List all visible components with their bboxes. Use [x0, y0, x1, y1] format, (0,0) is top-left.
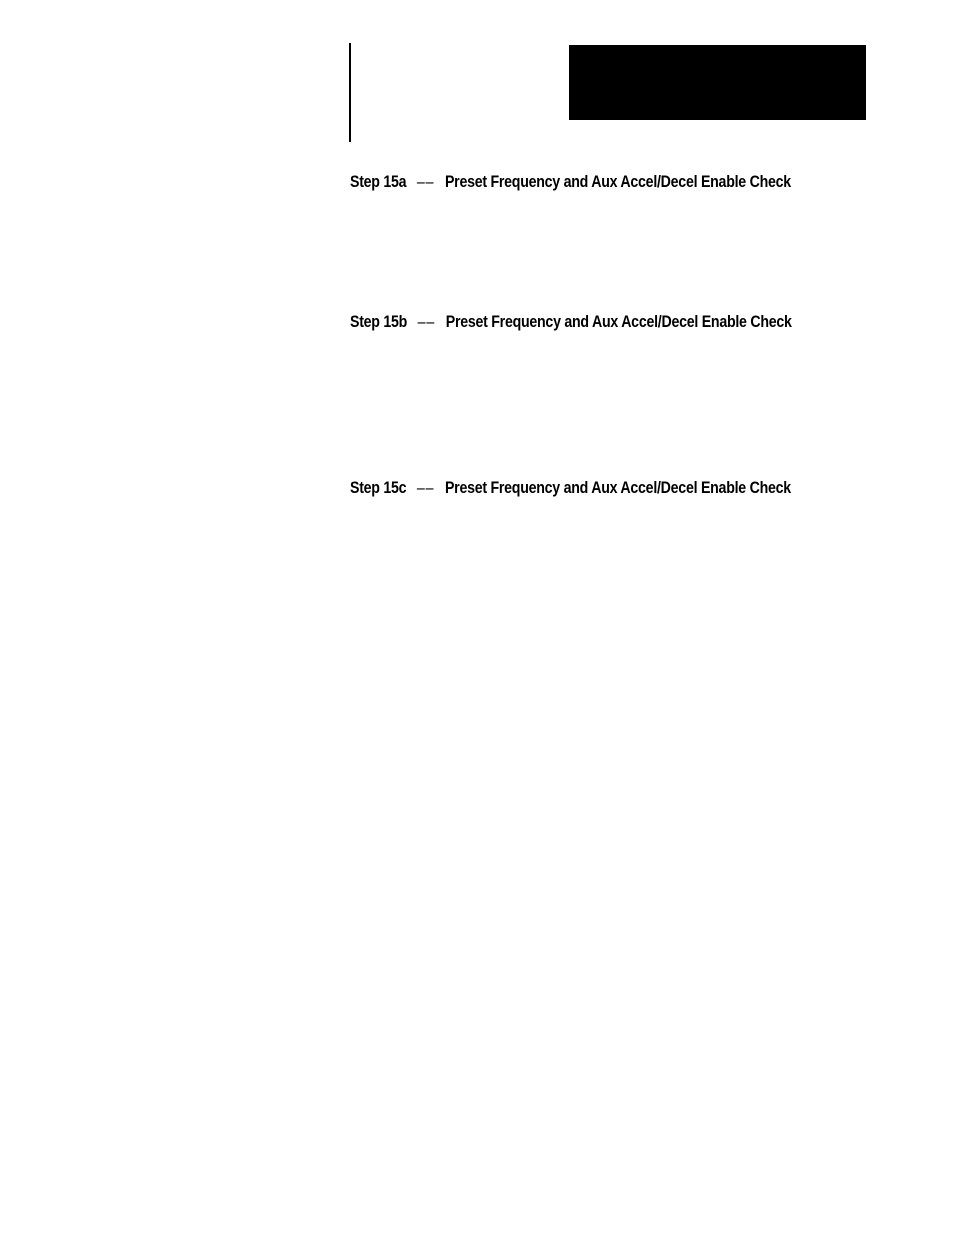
header-vertical-rule: [349, 43, 351, 142]
step-label: Step 15b: [350, 313, 408, 331]
step-separator: ––: [416, 173, 435, 191]
step-separator: ––: [416, 479, 435, 497]
step-label: Step 15a: [350, 173, 407, 191]
step-title: Preset Frequency and Aux Accel/Decel Enable Check: [444, 479, 791, 497]
step-title: Preset Frequency and Aux Accel/Decel Enable Check: [445, 313, 792, 331]
step-heading-15c: [350, 478, 791, 498]
header-black-block: [569, 45, 866, 120]
step-separator: ––: [417, 313, 436, 331]
step-heading-15b: [350, 312, 792, 332]
step-heading-15a: [350, 172, 791, 192]
step-title: Preset Frequency and Aux Accel/Decel Enable Check: [444, 173, 791, 191]
step-label: Step 15c: [350, 479, 407, 497]
